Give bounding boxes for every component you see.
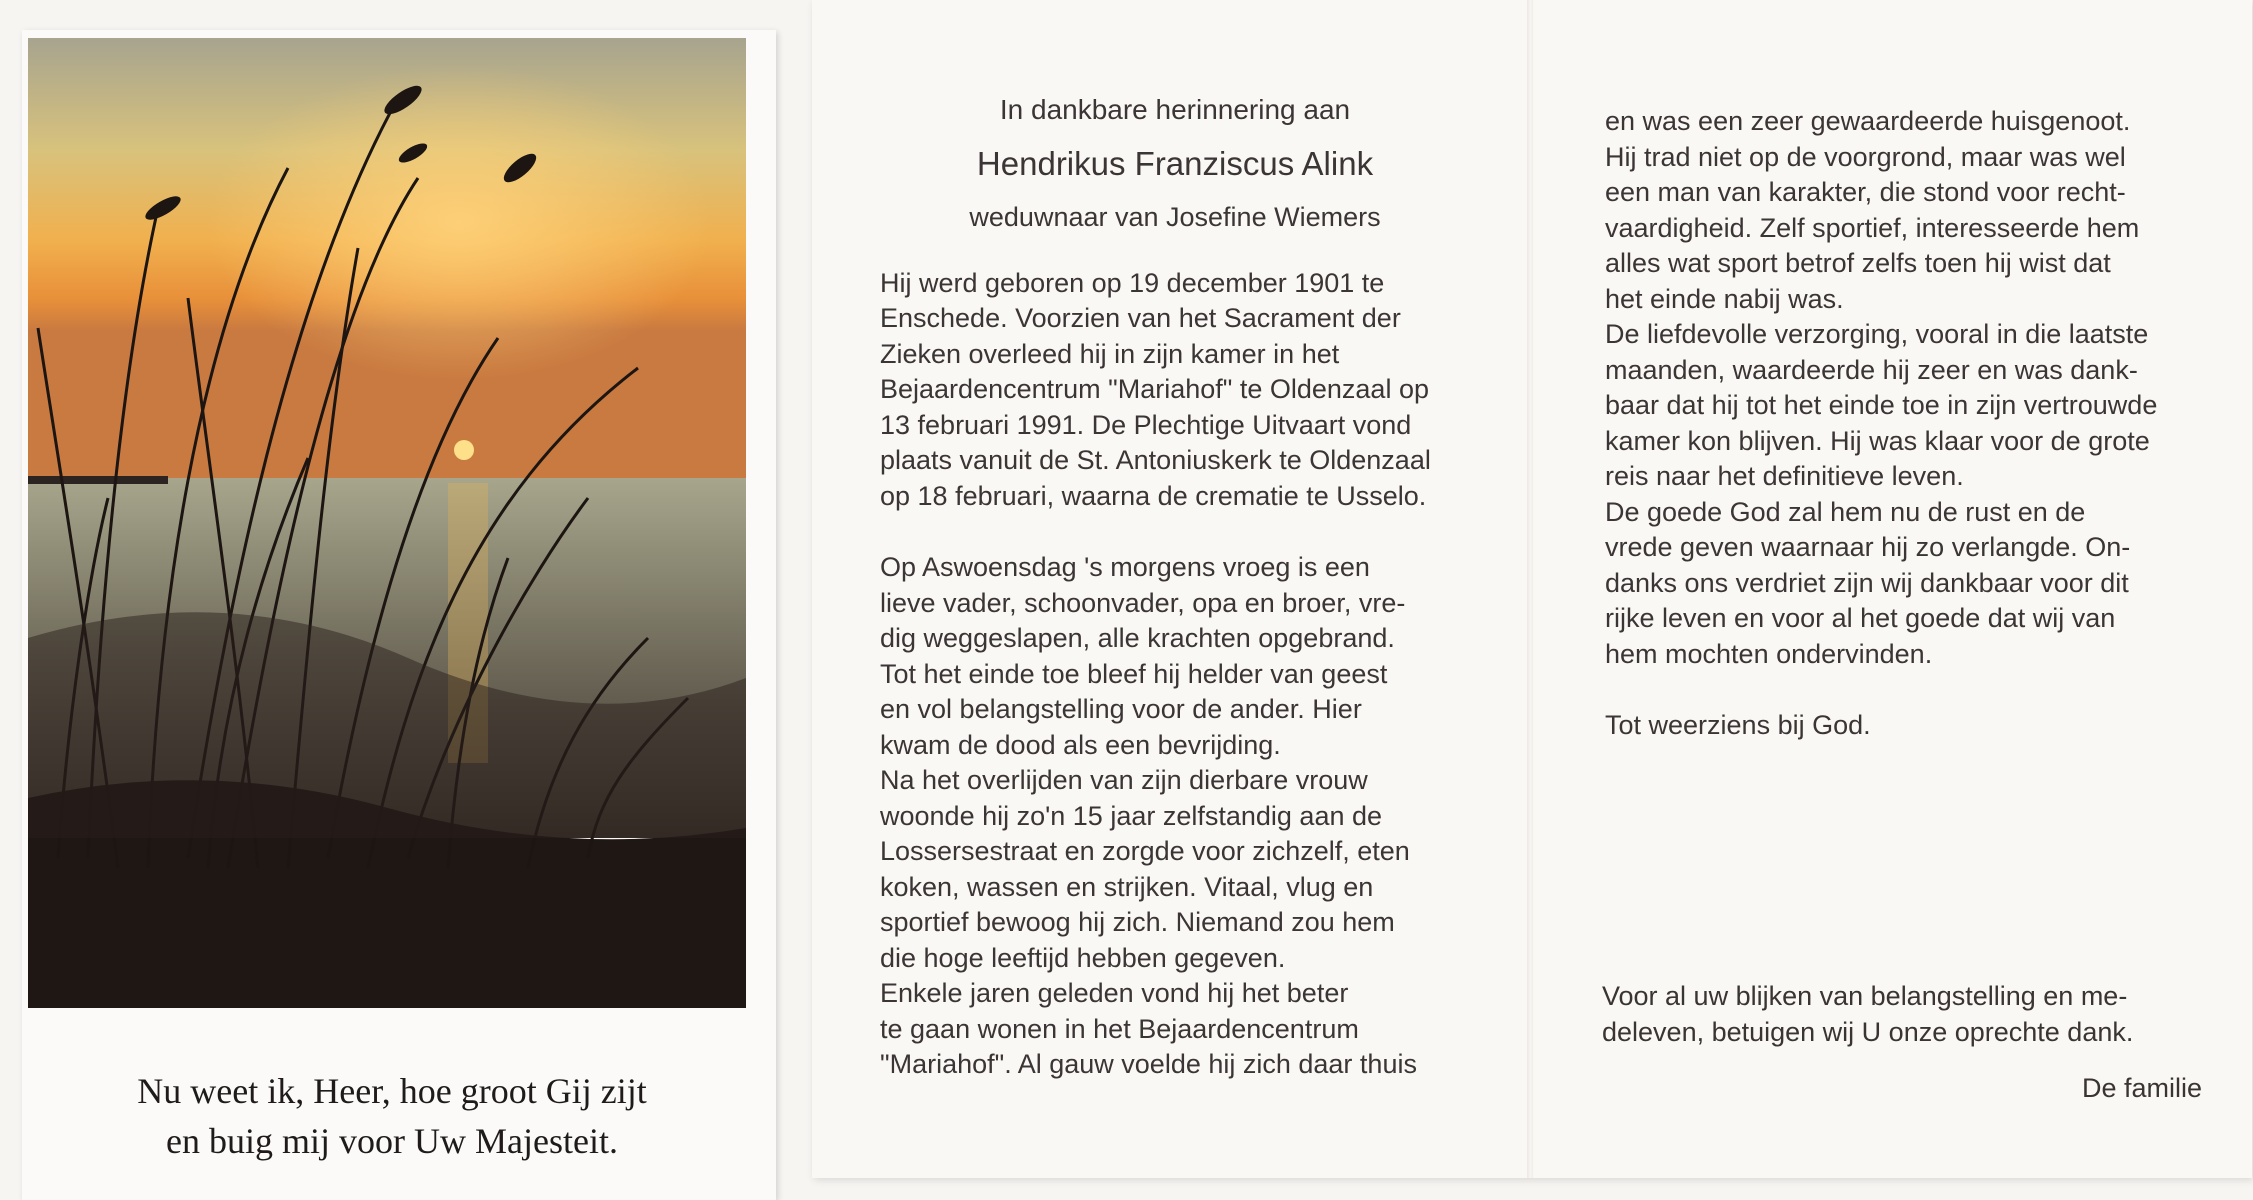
thanks-message [1602, 978, 2206, 1050]
text-line: De goede God zal hem nu de rust en de [1605, 496, 2086, 527]
widower-line: weduwnaar van Josefine Wiemers [969, 202, 1381, 232]
text-line: een man van karakter, die stond voor recht- [1605, 177, 2126, 207]
paragraph-birth [880, 266, 1470, 515]
sunset-illustration [28, 38, 746, 1008]
paragraph-care [1605, 317, 2205, 495]
family-signature: De familie [2081, 1073, 2202, 1103]
text-line: op 18 februari, waarna de crematie te Usselo. [880, 480, 1427, 511]
text-line: Zieken overleed hij in zijn kamer in het [880, 338, 1340, 369]
text-line: Enkele jaren geleden vond hij het beter [880, 978, 1349, 1008]
farewell-line: Tot weerziens bij God. [1605, 710, 1871, 740]
text-line: rijke leven en voor al het goede dat wij van [1605, 603, 2116, 633]
left-page [880, 92, 1470, 1083]
deceased-name: Hendrikus Franziscus Alink [976, 145, 1374, 182]
text-line: Hij trad niet op de voorgrond, maar was wel [1605, 141, 2126, 172]
text-line: en vol belangstelling voor de ander. Hier [880, 694, 1362, 724]
text-line: Bejaardencentrum "Mariahof" te Oldenzaal op [880, 374, 1429, 404]
text-line: Tot het einde toe bleef hij helder van geest [880, 658, 1388, 689]
inner-card [812, 0, 2252, 1178]
front-verse [22, 1066, 762, 1166]
verse-line: en buig mij voor Uw Majesteit. [166, 1121, 618, 1161]
text-line: woonde hij zo'n 15 jaar zelfstandig aan de [880, 800, 1383, 831]
header-line: In dankbare herinnering aan [999, 94, 1351, 125]
text-line: dig weggeslapen, alle krachten opgebrand. [880, 623, 1395, 653]
right-page [1605, 104, 2205, 744]
text-line: "Mariahof". Al gauw voelde hij zich daar thuis [880, 1049, 1417, 1079]
text-line: Na het overlijden van zijn dierbare vrouw [880, 765, 1368, 795]
text-line: het einde nabij was. [1605, 283, 1844, 314]
text-line: sportief bewoog hij zich. Niemand zou hem [880, 907, 1395, 937]
paragraph-rest [1605, 495, 2205, 673]
text-line: koken, wassen en strijken. Vitaal, vlug en [880, 871, 1374, 902]
text-line: alles wat sport betrof zelfs toen hij wist dat [1605, 248, 2111, 278]
paragraph-character [1605, 104, 2205, 317]
paragraph-passing [880, 550, 1470, 763]
text-line: plaats vanuit de St. Antoniuskerk te Oldenzaal [880, 445, 1431, 475]
text-line: maanden, waardeerde hij zeer en was dank- [1605, 354, 2138, 385]
text-line: Op Aswoensdag 's morgens vroeg is een [880, 552, 1370, 582]
text-line: De liefdevolle verzorging, vooral in die laatste [1605, 319, 2149, 349]
text-line: die hoge leeftijd hebben gegeven. [880, 942, 1286, 973]
text-line: lieve vader, schoonvader, opa en broer, vre- [880, 587, 1406, 618]
text-line: 13 februari 1991. De Plechtige Uitvaart vond [880, 409, 1412, 440]
text-line: te gaan wonen in het Bejaardencentrum [880, 1013, 1359, 1044]
text-line: danks ons verdriet zijn wij dankbaar voor dit [1605, 567, 2129, 598]
text-line: deleven, betuigen wij U onze oprechte dank. [1602, 1017, 2134, 1047]
paragraph-mariahof [880, 976, 1470, 1083]
text-line: Hij werd geboren op 19 december 1901 te [880, 267, 1385, 298]
text-line: kwam de dood als een bevrijding. [880, 729, 1281, 760]
text-line: reis naar het definitieve leven. [1605, 461, 1964, 491]
text-line: Voor al uw blijken van belangstelling en me- [1602, 981, 2128, 1011]
text-line: kamer kon blijven. Hij was klaar voor de grote [1605, 425, 2150, 456]
front-card [22, 30, 776, 1200]
paragraph-independence [880, 763, 1470, 976]
text-line: hem mochten ondervinden. [1605, 638, 1933, 669]
text-line: vaardigheid. Zelf sportief, interesseerde hem [1605, 212, 2140, 243]
text-line: baar dat hij tot het einde toe in zijn vertrouwde [1605, 390, 2158, 420]
text-line: Lossersestraat en zorgde voor zichzelf, eten [880, 836, 1410, 866]
verse-line: Nu weet ik, Heer, hoe groot Gij zijt [137, 1071, 647, 1111]
sunset-reeds-photo [28, 38, 746, 1008]
text-line: vrede geven waarnaar hij zo verlangde. On- [1605, 532, 2131, 562]
text-line: Enschede. Voorzien van het Sacrament der [880, 303, 1401, 333]
card-fold [1527, 0, 1533, 1178]
text-line: en was een zeer gewaardeerde huisgenoot. [1605, 106, 2131, 136]
